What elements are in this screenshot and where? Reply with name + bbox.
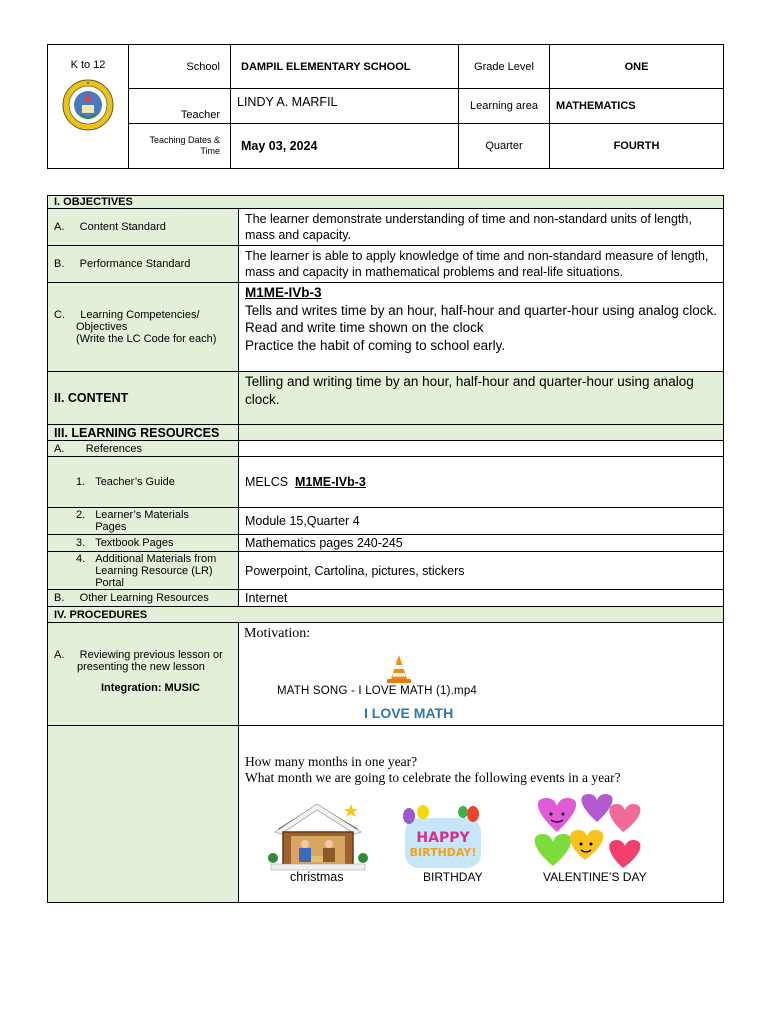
competencies-label-line1: C. Learning Competencies/ bbox=[54, 309, 200, 321]
school-seal-icon bbox=[62, 79, 114, 131]
melcs-prefix: MELCS bbox=[245, 475, 289, 489]
school-label: School bbox=[129, 45, 231, 89]
logo-cell bbox=[48, 45, 129, 169]
content-heading: II. CONTENT bbox=[48, 372, 239, 425]
objectives-heading: I. OBJECTIVES bbox=[48, 196, 724, 209]
teachers-guide-value bbox=[239, 457, 724, 508]
grade-value: ONE bbox=[550, 45, 724, 89]
teacher-label: Teacher bbox=[129, 89, 231, 124]
quarter-label: Quarter bbox=[459, 124, 550, 169]
reviewing-label-line2: presenting the new lesson bbox=[77, 661, 205, 673]
learners-materials-num: 2. bbox=[76, 509, 86, 521]
references-label: A. References bbox=[48, 441, 239, 457]
area-label: Learning area bbox=[459, 89, 550, 124]
content-standard-value: The learner demonstrate understanding of time and non-standard units of length, mass and capacity. bbox=[239, 209, 724, 246]
additional-materials-label bbox=[48, 552, 239, 590]
birthday-caption: BIRTHDAY bbox=[423, 870, 483, 884]
reviewing-label bbox=[48, 623, 239, 726]
other-resources-label: B. Other Learning Resources bbox=[48, 590, 239, 607]
teachers-guide-label bbox=[48, 457, 239, 508]
k12-label: K to 12 bbox=[70, 59, 106, 71]
content-value: Telling and writing time by an hour, half-hour and quarter-hour using analog clock. bbox=[239, 372, 724, 425]
resources-heading: III. LEARNING RESOURCES bbox=[48, 425, 239, 441]
video-title: I LOVE MATH bbox=[364, 705, 454, 721]
header-table bbox=[47, 44, 724, 169]
question-1: How many months in one year? bbox=[245, 754, 418, 769]
school-value: DAMPIL ELEMENTARY SCHOOL bbox=[231, 45, 459, 89]
competency-line-2: Read and write time shown on the clock bbox=[245, 320, 484, 335]
events-cell bbox=[239, 726, 724, 903]
references-blank bbox=[239, 441, 724, 457]
learners-materials-wrap bbox=[76, 509, 238, 533]
reviewing-label-line1: A. Reviewing previous lesson or bbox=[54, 649, 223, 661]
textbook-pages-text: Textbook Pages bbox=[95, 537, 174, 549]
teachers-guide-text: Teacher’s Guide bbox=[95, 476, 175, 488]
birthday-balloons-icon bbox=[401, 804, 485, 872]
performance-standard-label: B. Performance Standard bbox=[48, 246, 239, 283]
competencies-label-line3: (Write the LC Code for each) bbox=[76, 333, 217, 345]
grade-label: Grade Level bbox=[459, 45, 550, 89]
dates-label-line1: Teaching Dates & bbox=[149, 135, 220, 145]
procedures-heading: IV. PROCEDURES bbox=[48, 607, 724, 623]
dates-label bbox=[129, 124, 231, 169]
teachers-guide-num: 1. bbox=[76, 476, 86, 488]
competency-line-3: Practice the habit of coming to school early. bbox=[245, 337, 506, 353]
textbook-pages-label bbox=[48, 535, 239, 552]
question-2: What month we are going to celebrate the following events in a year? bbox=[245, 770, 621, 785]
performance-standard-value: The learner is able to apply knowledge of time and non-standard measure of length, mass and capacity in mathematical problems and real-life situations. bbox=[239, 246, 724, 283]
lesson-plan-table bbox=[47, 195, 724, 903]
competency-code: M1ME-IVb-3 bbox=[245, 285, 322, 300]
learners-materials-value: Module 15,Quarter 4 bbox=[239, 508, 724, 535]
additional-materials-text: Additional Materials from Learning Resource (LR) Portal bbox=[95, 552, 217, 589]
competency-line-1: Tells and writes time by an hour, half-hour and quarter-hour using analog clock. bbox=[245, 302, 718, 318]
learners-materials-label bbox=[48, 508, 239, 535]
textbook-pages-num: 3. bbox=[76, 537, 86, 549]
area-value: MATHEMATICS bbox=[550, 89, 724, 124]
competencies-value bbox=[239, 283, 724, 372]
melcs-code: M1ME-IVb-3 bbox=[295, 475, 366, 489]
competencies-label-line2: Objectives bbox=[76, 321, 128, 333]
dates-label-line2: Time bbox=[200, 146, 220, 156]
teacher-value: LINDY A. MARFIL bbox=[231, 89, 459, 124]
competencies-label bbox=[48, 283, 239, 372]
motivation-cell bbox=[239, 623, 724, 726]
events-label-cell bbox=[48, 726, 239, 903]
dates-value: May 03, 2024 bbox=[231, 124, 459, 169]
christmas-nativity-icon bbox=[265, 800, 369, 872]
vlc-cone-icon[interactable] bbox=[383, 653, 415, 685]
quarter-value: FOURTH bbox=[550, 124, 724, 169]
integration-label: Integration: MUSIC bbox=[101, 682, 200, 694]
learners-materials-text: Learner’s Materials Pages bbox=[95, 509, 189, 533]
additional-materials-num: 4. bbox=[76, 552, 86, 565]
birthday-sign-line1: HAPPY bbox=[416, 830, 470, 846]
valentine-hearts-icon bbox=[527, 792, 649, 872]
video-filename[interactable]: MATH SONG - I LOVE MATH (1).mp4 bbox=[277, 685, 478, 697]
birthday-sign-line2: BIRTHDAY! bbox=[409, 846, 477, 859]
other-resources-value: Internet bbox=[239, 590, 724, 607]
content-standard-label: A. Content Standard bbox=[48, 209, 239, 246]
christmas-caption: christmas bbox=[290, 870, 344, 884]
resources-heading-blank bbox=[239, 425, 724, 441]
motivation-label: Motivation: bbox=[244, 626, 311, 641]
additional-materials-value: Powerpoint, Cartolina, pictures, stickers bbox=[239, 552, 724, 590]
valentine-caption: VALENTINE’S DAY bbox=[543, 870, 647, 884]
additional-materials-wrap bbox=[76, 553, 238, 589]
textbook-pages-value: Mathematics pages 240-245 bbox=[239, 535, 724, 552]
